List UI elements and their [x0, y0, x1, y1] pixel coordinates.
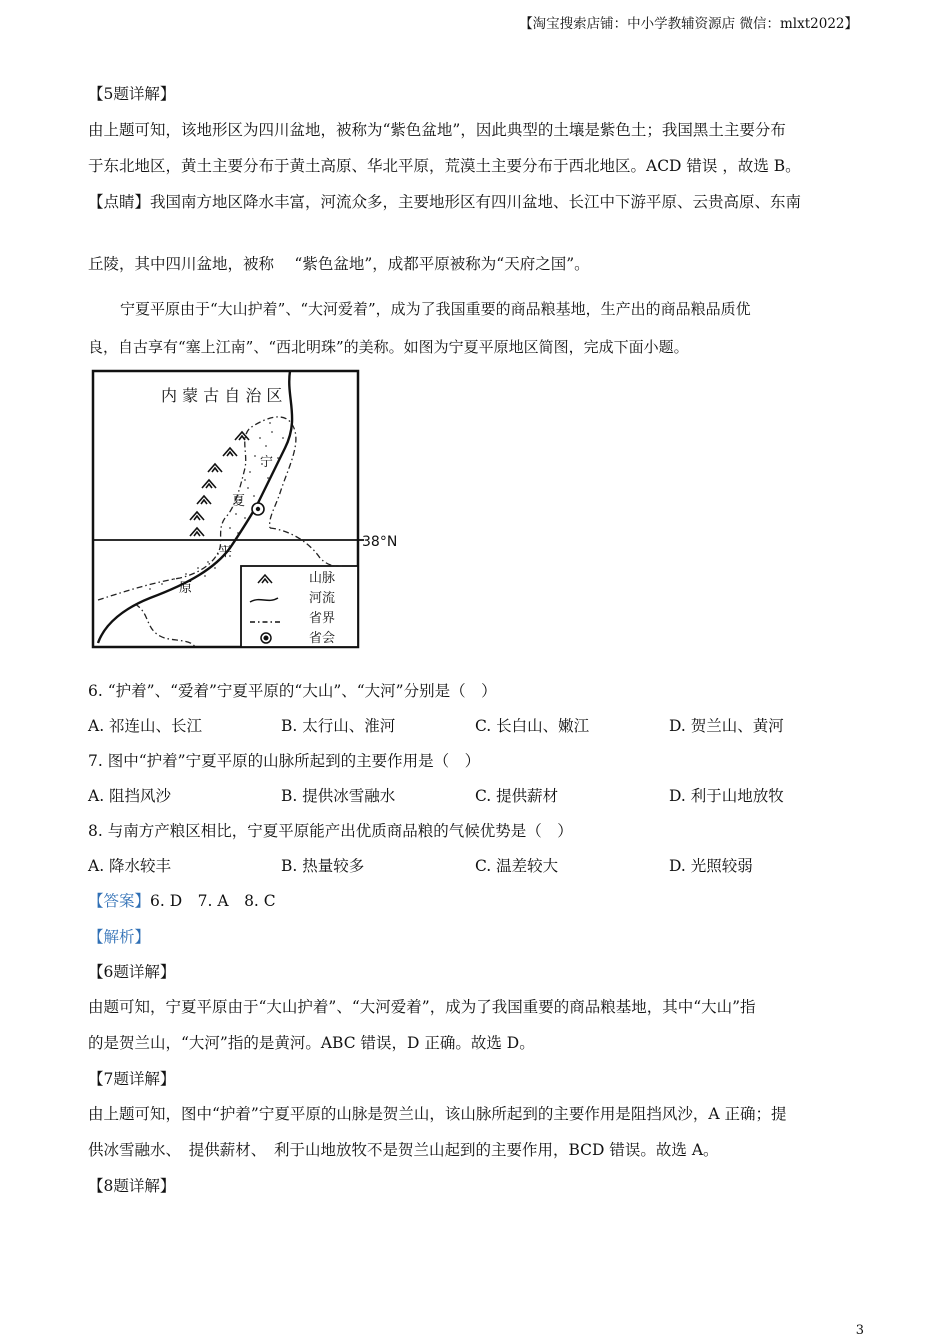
region-label: 内 蒙 古 自 治 区 — [161, 386, 283, 405]
q7-option-c: C. 提供薪材 — [475, 787, 559, 805]
q6-option-d: D. 贺兰山、黄河 — [669, 717, 784, 735]
q5-tip-line2: 丘陵，其中四川盆地，被称 “紫色盆地”，成都平原被称为“天府之国”。 — [88, 255, 590, 273]
d6-line2: 的是贺兰山，“大河”指的是黄河。ABC 错误，D 正确。故选 D。 — [88, 1034, 535, 1052]
q8-option-d: D. 光照较弱 — [669, 857, 753, 875]
q5-title: 【5题详解】 — [88, 85, 176, 103]
q6-option-a: A. 祁连山、长江 — [88, 717, 203, 735]
q8-stem: 8. 与南方产粮区相比，宁夏平原能产出优质商品粮的气候优势是（ ） — [88, 822, 573, 840]
ningxia-char-2: 夏 — [232, 494, 246, 509]
answer-tag: 【答案】 — [88, 892, 151, 910]
q8-option-a: A. 降水较丰 — [88, 857, 172, 875]
ningxia-map — [90, 368, 410, 650]
d6-line1: 由题可知，宁夏平原由于“大山护着”、“大河爱着”，成为了我国重要的商品粮基地，其中“大山”指 — [88, 998, 756, 1016]
page-header: 【淘宝搜索店铺：中小学教辅资源店 微信：mlxt2022】 — [519, 16, 858, 32]
plain-char-1: 平 — [219, 545, 233, 560]
q5-line1: 由上题可知，该地形区为四川盆地，被称为“紫色盆地”，因此典型的土壤是紫色土；我国黑土主要分布 — [88, 121, 786, 139]
ningxia-char-1: 宁 — [260, 455, 274, 470]
page-number: 3 — [855, 1323, 864, 1338]
q7-option-d: D. 利于山地放牧 — [669, 787, 784, 805]
q6-stem: 6. “护着”、“爱着”宁夏平原的“大山”、“大河”分别是（ ） — [88, 682, 497, 700]
q7-option-b: B. 提供冰雪融水 — [281, 787, 396, 805]
legend-capital: 省会 — [309, 631, 336, 646]
q8-option-c: C. 温差较大 — [475, 857, 559, 875]
q7-stem: 7. 图中“护着”宁夏平原的山脉所起到的主要作用是（ ） — [88, 752, 481, 770]
province-boundary-south — [135, 604, 195, 647]
d7-title: 【7题详解】 — [88, 1070, 176, 1088]
intro-line2: 良，自古享有“塞上江南”、“西北明珠”的美称。如图为宁夏平原地区简图，完成下面小题。 — [88, 338, 689, 356]
d7-line1: 由上题可知，图中“护着”宁夏平原的山脉是贺兰山，该山脉所起到的主要作用是阻挡风沙，A 正确；提 — [88, 1105, 787, 1123]
mountain-symbols — [190, 432, 249, 536]
q5-tip-line1: 【点睛】我国南方地区降水丰富，河流众多，主要地形区有四川盆地、长江中下游平原、云贵高原、东南 — [88, 193, 802, 211]
latitude-label: 38°N — [362, 534, 398, 550]
q7-option-a: A. 阻挡风沙 — [88, 787, 172, 805]
q6-option-b: B. 太行山、淮河 — [281, 717, 396, 735]
d8-title: 【8题详解】 — [88, 1177, 176, 1195]
legend-boundary: 省界 — [309, 611, 336, 626]
answer-line — [88, 889, 276, 911]
d7-line2: 供冰雪融水、 提供薪材、 利于山地放牧不是贺兰山起到的主要作用，BCD 错误。故选 A。 — [88, 1141, 719, 1159]
d6-title: 【6题详解】 — [88, 963, 176, 981]
intro-line1: 宁夏平原由于“大山护着”、“大河爱着”，成为了我国重要的商品粮基地，生产出的商品粮品质优 — [120, 300, 751, 318]
legend-box — [241, 566, 358, 647]
analysis-tag: 【解析】 — [88, 928, 151, 946]
province-boundary-east — [270, 528, 342, 566]
q6-option-c: C. 长白山、嫩江 — [475, 717, 590, 735]
map-svg — [90, 368, 410, 650]
legend-mountain: 山脉 — [309, 571, 336, 586]
q8-option-b: B. 热量较多 — [281, 857, 365, 875]
plain-char-2: 原 — [179, 581, 193, 596]
q5-line2: 于东北地区，黄土主要分布于黄土高原、华北平原，荒漠土主要分布于西北地区。ACD 错误 ，故选 B。 — [88, 157, 801, 175]
answer-text: 6. D 7. A 8. C — [150, 892, 276, 910]
legend-river: 河流 — [309, 591, 336, 606]
